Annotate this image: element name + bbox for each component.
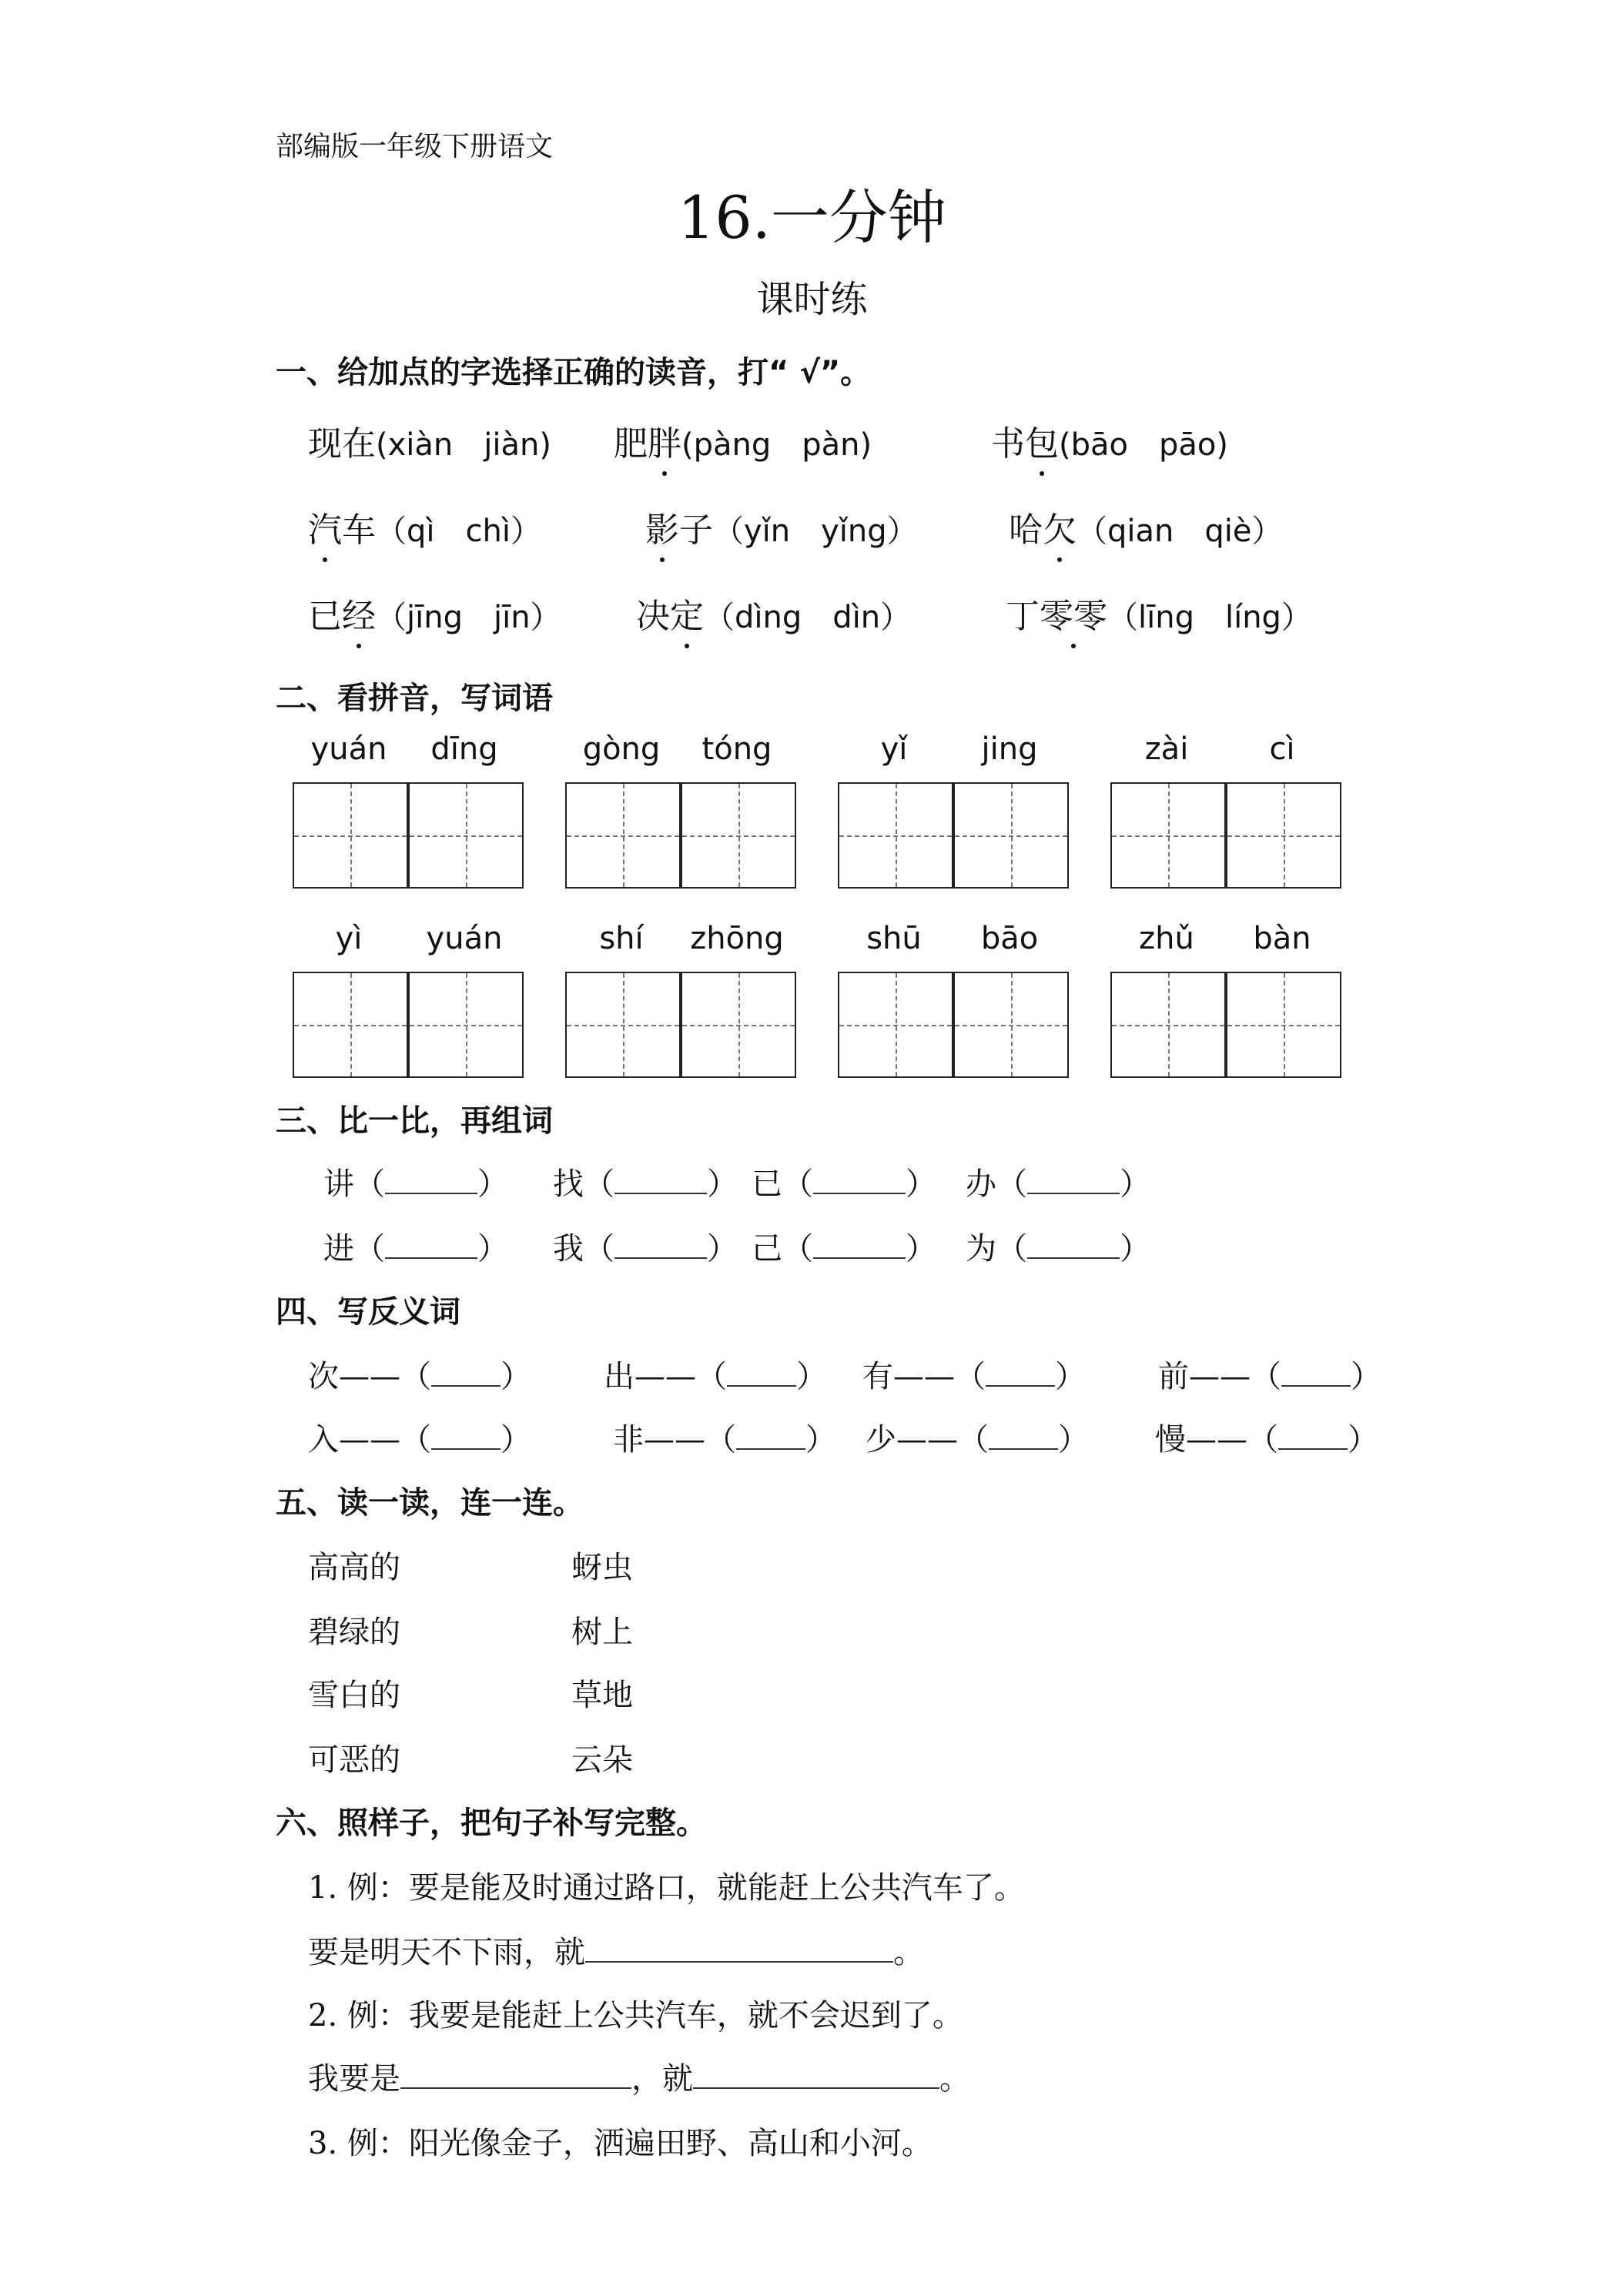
- match-right-item[interactable]: 云朵: [571, 1742, 633, 1778]
- word-group-item: 进（ ）: [323, 1231, 508, 1267]
- answer-blank[interactable]: [989, 1422, 1058, 1450]
- match-left-item[interactable]: 可恶的: [308, 1742, 400, 1778]
- pinyin-label: yǐ: [880, 731, 908, 767]
- example-sentence-2: 2. 例：我要是能赶上公共汽车，就不会迟到了。: [308, 1998, 963, 2033]
- pinyin-label: bāo: [980, 921, 1039, 956]
- pinyin-label: gòng: [582, 731, 661, 767]
- match-left-item[interactable]: 雪白的: [308, 1678, 400, 1713]
- pinyin-choice-item: 哈欠（qian qiè）: [1009, 502, 1282, 551]
- page-subtitle: 课时练: [756, 278, 868, 321]
- writing-grid-cell[interactable]: [1110, 972, 1226, 1078]
- answer-blank[interactable]: [1027, 1166, 1120, 1194]
- pinyin-label: shí: [599, 921, 644, 956]
- pinyin-choice-item: 已经（jīng jīn）: [308, 588, 561, 638]
- pinyin-choice-item: 现在(xiàn jiàn): [308, 424, 551, 464]
- writing-grid-cell[interactable]: [838, 782, 953, 889]
- example-sentence-3: 3. 例：阳光像金子，洒遍田野、高山和小河。: [308, 2126, 933, 2161]
- writing-grid-cell[interactable]: [953, 782, 1069, 889]
- pinyin-choice-item: 肥胖(pàng pàn): [614, 416, 872, 465]
- answer-blank[interactable]: [400, 2061, 631, 2089]
- writing-grid-cell[interactable]: [565, 972, 681, 1078]
- writing-grid-cell[interactable]: [293, 972, 408, 1078]
- header-text: 部编版一年级下册语文: [276, 131, 554, 162]
- section-5-title: 五、读一读，连一连。: [276, 1485, 584, 1521]
- pinyin-label: cì: [1269, 731, 1295, 767]
- writing-grid-cell[interactable]: [681, 972, 796, 1078]
- antonym-item: 少——（ ）: [866, 1422, 1089, 1458]
- answer-blank[interactable]: [1278, 1422, 1348, 1450]
- antonym-item: 次——（ ）: [308, 1359, 531, 1394]
- antonym-item: 慢——（ ）: [1155, 1422, 1378, 1458]
- word-group-item: 为（ ）: [966, 1231, 1150, 1267]
- example-sentence-1: 1. 例：要是能及时通过路口，就能赶上公共汽车了。: [308, 1870, 1025, 1906]
- writing-grid-cell[interactable]: [408, 972, 524, 1078]
- pinyin-label: jing: [981, 731, 1038, 767]
- pinyin-choice-item: 决定（dìng dìn）: [636, 588, 911, 638]
- pinyin-choice-item: 书包(bāo pāo): [991, 416, 1228, 465]
- pinyin-label: yì: [335, 921, 363, 956]
- word-group-item: 我（ ）: [553, 1231, 738, 1267]
- pinyin-label: zhǔ: [1139, 921, 1194, 956]
- section-3-title: 三、比一比，再组词: [276, 1103, 553, 1139]
- fill-sentence-1: 要是明天不下雨，就 。: [308, 1935, 924, 1970]
- match-right-item[interactable]: 草地: [571, 1678, 633, 1713]
- antonym-item: 出——（ ）: [604, 1359, 827, 1394]
- page-title: 16.一分钟: [678, 183, 946, 252]
- writing-grid-cell[interactable]: [681, 782, 796, 889]
- section-2-title: 二、看拼音，写词语: [276, 681, 553, 716]
- answer-blank[interactable]: [693, 2061, 939, 2089]
- answer-blank[interactable]: [813, 1231, 906, 1259]
- pinyin-label: bàn: [1253, 921, 1311, 956]
- pinyin-label: tóng: [702, 731, 772, 767]
- pinyin-label: zài: [1144, 731, 1189, 767]
- antonym-item: 非——（ ）: [613, 1422, 836, 1458]
- match-left-item[interactable]: 碧绿的: [308, 1615, 400, 1650]
- pinyin-choice-item: 丁零零（līng líng）: [1006, 588, 1312, 638]
- answer-blank[interactable]: [585, 1935, 893, 1963]
- pinyin-label: shū: [866, 921, 922, 956]
- writing-grid-cell[interactable]: [953, 972, 1069, 1078]
- answer-blank[interactable]: [986, 1359, 1055, 1387]
- answer-blank[interactable]: [614, 1231, 707, 1259]
- writing-grid-cell[interactable]: [565, 782, 681, 889]
- answer-blank[interactable]: [385, 1166, 477, 1194]
- word-group-item: 已（ ）: [752, 1166, 936, 1202]
- writing-grid-cell[interactable]: [838, 972, 953, 1078]
- pinyin-label: yuán: [426, 921, 503, 956]
- answer-blank[interactable]: [431, 1422, 501, 1450]
- writing-grid-cell[interactable]: [1226, 782, 1341, 889]
- answer-blank[interactable]: [736, 1422, 805, 1450]
- antonym-item: 前——（ ）: [1158, 1359, 1381, 1394]
- answer-blank[interactable]: [385, 1231, 477, 1259]
- answer-blank[interactable]: [431, 1359, 501, 1387]
- writing-grid-cell[interactable]: [1226, 972, 1341, 1078]
- fill-sentence-2: 我要是 ，就 。: [308, 2061, 970, 2097]
- word-group-item: 讲（ ）: [323, 1166, 508, 1202]
- match-left-item[interactable]: 高高的: [308, 1550, 400, 1585]
- section-4-title: 四、写反义词: [276, 1294, 460, 1330]
- pinyin-choice-item: 影子（yǐn yǐng）: [645, 502, 918, 551]
- writing-grid-cell[interactable]: [408, 782, 524, 889]
- answer-blank[interactable]: [1027, 1231, 1120, 1259]
- answer-blank[interactable]: [813, 1166, 906, 1194]
- answer-blank[interactable]: [1281, 1359, 1351, 1387]
- section-6-title: 六、照样子，把句子补写完整。: [276, 1806, 707, 1841]
- pinyin-label: dīng: [430, 731, 498, 767]
- pinyin-label: zhōng: [690, 921, 784, 956]
- antonym-item: 入——（ ）: [308, 1422, 531, 1458]
- match-right-item[interactable]: 树上: [571, 1615, 633, 1650]
- match-right-item[interactable]: 蚜虫: [571, 1550, 633, 1585]
- word-group-item: 办（ ）: [966, 1166, 1150, 1202]
- word-group-item: 找（ ）: [553, 1166, 738, 1202]
- answer-blank[interactable]: [614, 1166, 707, 1194]
- section-1-title: 一、给加点的字选择正确的读音，打“ √”。: [276, 355, 872, 390]
- answer-blank[interactable]: [727, 1359, 796, 1387]
- writing-grid-cell[interactable]: [1110, 782, 1226, 889]
- antonym-item: 有——（ ）: [862, 1359, 1086, 1394]
- pinyin-label: yuán: [310, 731, 387, 767]
- pinyin-choice-item: 汽车（qì chì）: [308, 502, 541, 551]
- word-group-item: 己（ ）: [752, 1231, 936, 1267]
- writing-grid-cell[interactable]: [293, 782, 408, 889]
